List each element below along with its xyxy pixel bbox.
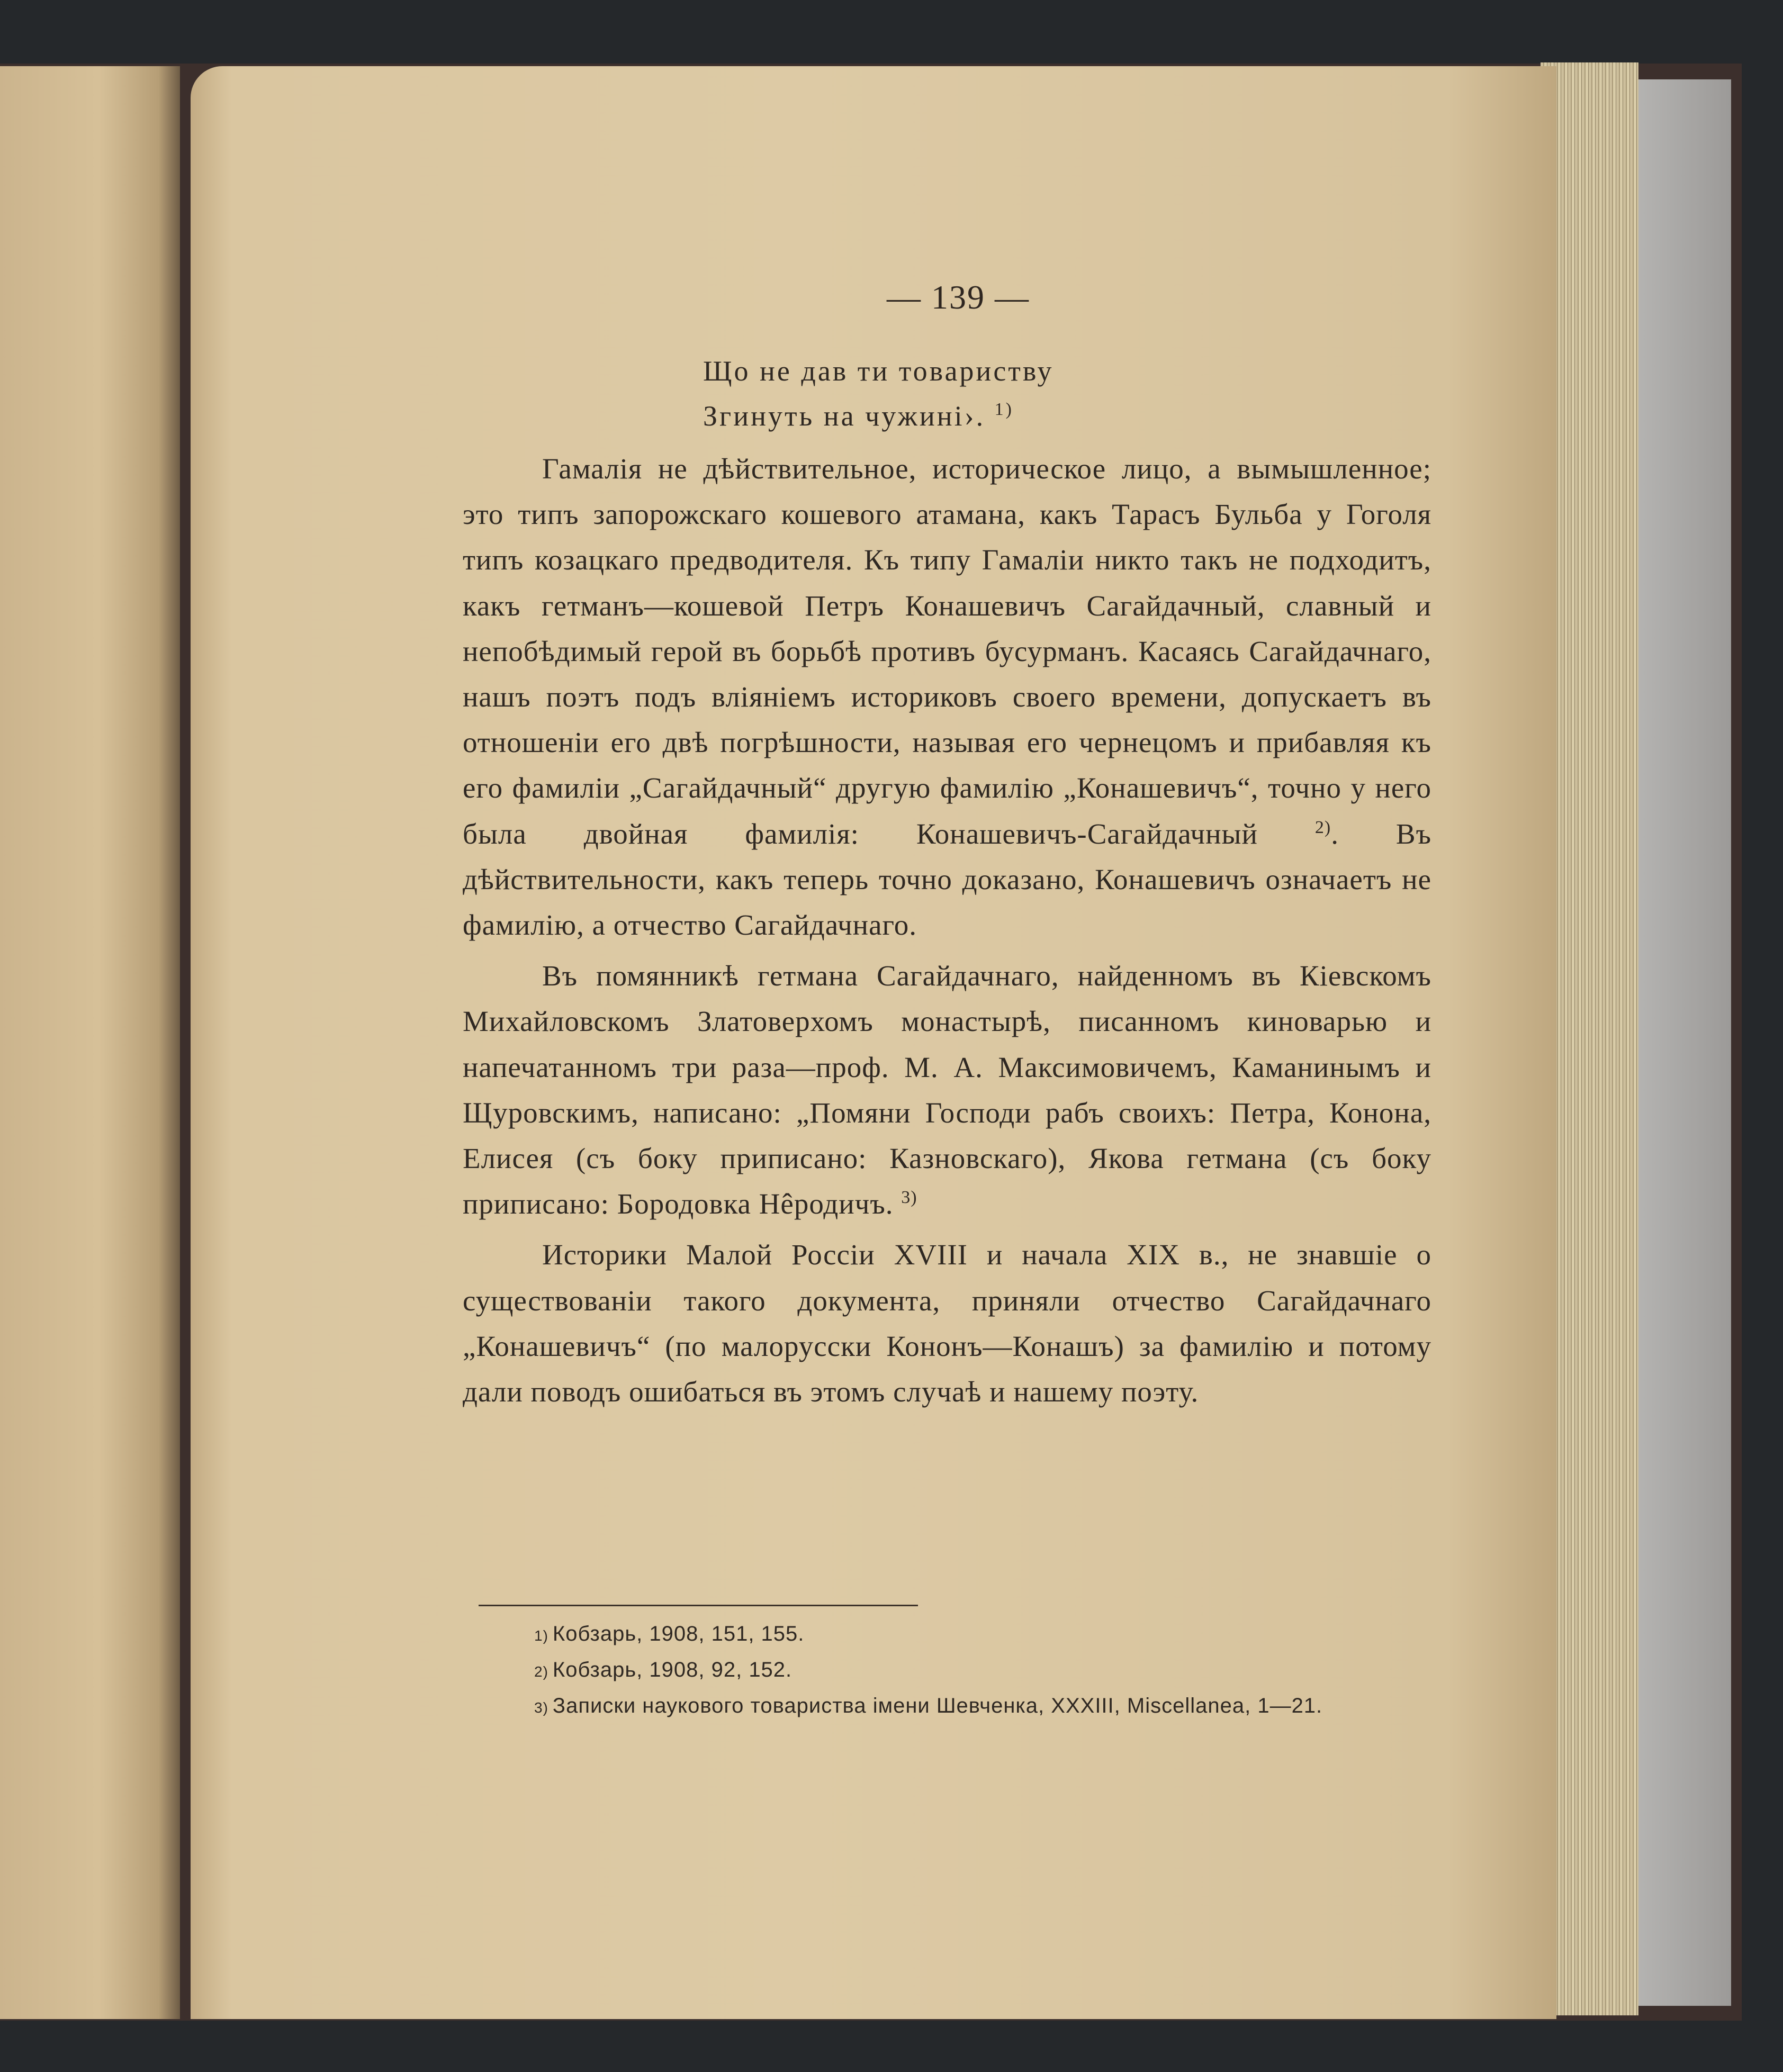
footnote-reference: 2) [1314,817,1331,837]
footnote [463,1689,1431,1725]
page-number: — 139 — [887,278,1030,316]
book-page [191,66,1556,2019]
footnote [463,1617,1431,1653]
paragraph [463,1232,1431,1415]
paragraph-text: Въ помянникѣ гетмана Сагайдачнаго, найденномъ въ Кіевскомъ Михайловскомъ Златоверхомъ монастырѣ, писанномъ киноварью и напечатанномъ три раза—проф. М. А. Максимовичемъ, Каманинымъ и Щуровскимъ, написано: „Помяни Господи рабъ своихъ: Петра, Конона, Елисея (съ боку приписано: Казновскаго), Якова гетмана (съ боку приписано: Бородовка Нêродичъ. [463,960,1431,1220]
verse-text: Згинуть на чужині›. [703,400,986,432]
footnote-text: Кобзарь, 1908, 92, 152. [552,1658,793,1681]
footnote-text: Записки наукового товариства імени Шевченка, XXXIII, Miscellanea, 1—21. [552,1694,1323,1717]
verse-line [703,400,1014,432]
footnote-reference: 1) [994,400,1014,419]
footnote-mark: 1) [534,1627,548,1644]
footnote-reference: 3) [901,1188,917,1208]
footnote [463,1653,1431,1689]
footnote-divider [479,1605,918,1606]
paragraph [463,953,1431,1227]
body-text [463,446,1431,1415]
previous-page [0,66,180,2019]
paragraph [463,446,1431,948]
verse-line: Що не дав ти товариству [703,355,1054,387]
footnote-mark: 2) [534,1663,548,1680]
book-edge-shadow [1638,79,1731,2006]
paragraph-text: Историки Малой Россіи XVIII и начала XIX в., не знавшіе о существованіи такого документа, приняли отчество Сагайдачнаго „Конашевичъ“ (по малорусски Кононъ—Конашъ) за фамилію и потому дали поводъ ошибаться въ этомъ случаѣ и нашему поэту. [463,1238,1431,1408]
footnotes [463,1617,1431,1725]
paragraph-text: . Въ дѣйствительности, какъ теперь точно доказано, Конашевичъ означаетъ не фамилію, а отчество Сагайдачнаго. [463,817,1432,942]
footnote-text: Кобзарь, 1908, 151, 155. [552,1622,805,1645]
footnote-mark: 3) [534,1699,548,1716]
paragraph-text: Гамалія не дѣйствительное, историческое лицо, а вымышленное; это типъ запорожскаго кошевого атамана, какъ Тарасъ Бульба у Гоголя типъ козацкаго предводителя. Къ типу Гамаліи никто такъ не подходитъ, какъ гетманъ—кошевой Петръ Конашевичъ Сагайдачный, славный и непобѣдимый герой въ борьбѣ противъ бусурманъ. Касаясь Сагайдачнаго, нашъ поэтъ подъ вліяніемъ историковъ своего времени, допускаетъ въ отношеніи его двѣ погрѣшности, называя его чернецомъ и прибавляя къ его фамиліи „Сагайдачный“ другую фамилію „Конашевичъ“, точно у него была двойная фамилія: Конашевичъ-Сагайдачный [463,453,1431,850]
